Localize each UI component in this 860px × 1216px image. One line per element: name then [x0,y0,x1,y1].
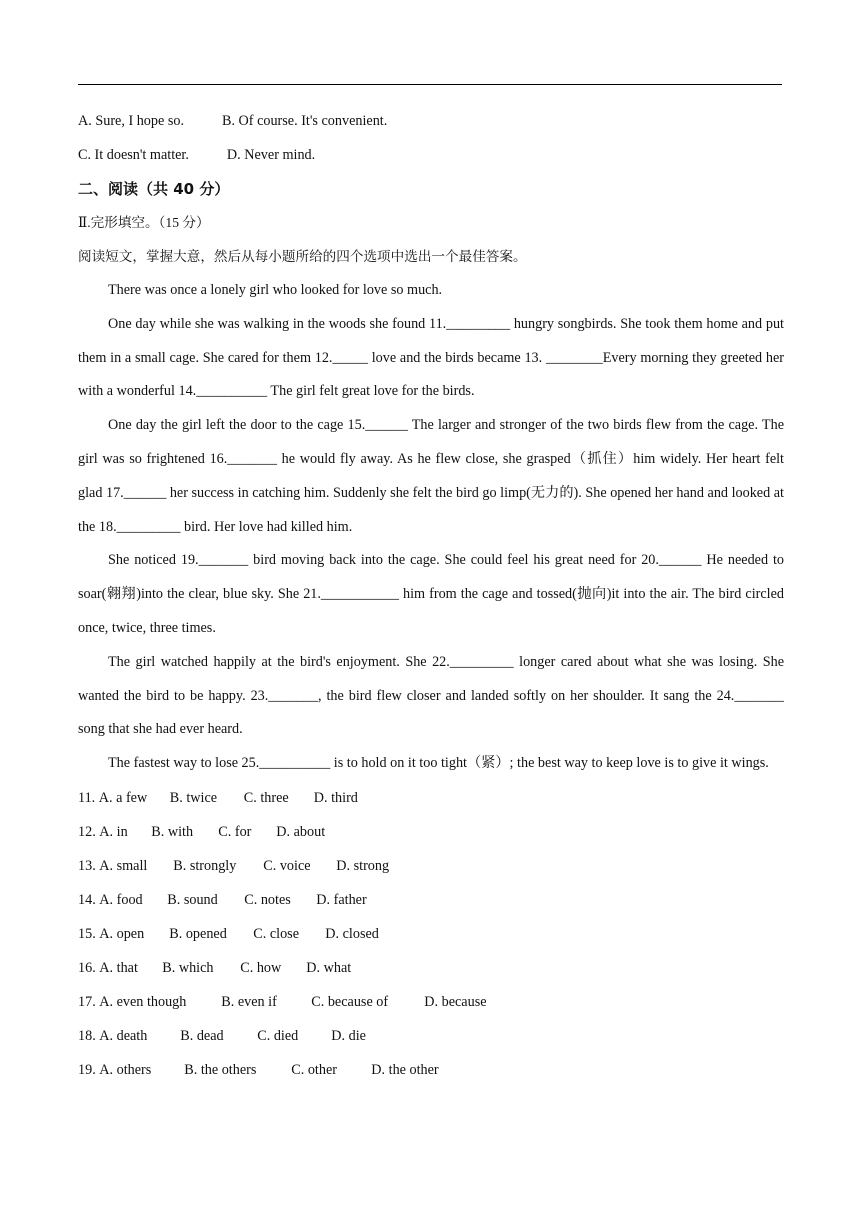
option-c: C. three [243,789,289,806]
question-number: 12. [78,823,96,840]
option-c: C. for [218,823,252,840]
passage-paragraph: The fastest way to lose 25.__________ is to hold on it too tight（紧）; the best way to keep love is to give it wings. [108,755,769,772]
question-number: 18. [78,1027,96,1044]
option-b: B. dead [180,1027,224,1044]
question-number: 11. [78,789,96,806]
question-number: 16. [78,959,96,976]
question-item [78,985,784,1019]
question-item [78,815,784,849]
option-b: B. even if [221,993,277,1010]
option-b: B. strongly [173,857,237,874]
option-b: B. twice [169,789,218,806]
option-d: D. third [313,789,358,806]
option-b: B. sound [167,891,218,908]
section-heading: 二、阅读（共 40 分） [78,180,230,198]
question-number: 13. [78,857,96,874]
question-item [78,917,784,951]
question-number: 17. [78,993,96,1010]
option-c: C. close [253,925,299,942]
top-options-row-1 [78,104,784,138]
option-d: D. what [306,959,352,976]
option-c: C. because of [311,993,389,1010]
subsection-title: Ⅱ.完形填空。（15 分） [78,215,210,230]
question-item [78,951,784,985]
option-d: D. closed [325,925,379,942]
option-d: D. the other [371,1061,439,1078]
question-list [78,781,784,1087]
option-b: B. opened [169,925,227,942]
option-c: C. voice [263,857,311,874]
question-item [78,781,784,815]
option-a: A. food [99,891,143,908]
question-number: 14. [78,891,96,908]
option-d: D. strong [336,857,390,874]
top-options-row-2 [78,138,784,172]
option-d: D. because [424,993,487,1010]
option-c: C. It doesn't matter. [78,147,189,163]
option-c: C. how [240,959,282,976]
option-d: D. father [316,891,367,908]
header-rule [78,84,782,85]
question-item [78,883,784,917]
option-b: B. which [162,959,214,976]
question-item [78,1019,784,1053]
option-a: A. a few [98,789,148,806]
option-d: D. about [276,823,326,840]
option-b: B. with [151,823,194,840]
option-a: A. death [99,1027,148,1044]
passage-paragraph: There was once a lonely girl who looked for love so much. [108,282,443,298]
option-c: C. died [257,1027,299,1044]
option-a: A. in [99,823,128,840]
option-d: D. die [331,1027,366,1044]
instruction-text: 阅读短文，掌握大意，然后从每小题所给的四个选项中选出一个最佳答案。 [78,249,527,264]
option-c: C. notes [244,891,291,908]
passage-paragraph: One day the girl left the door to the cage 15.______ The larger and stronger of the two birds flew from the cage. The girl was so frightened 16._______ he would fly away. As he flew close, she grasped（抓住）him widely. Her heart felt glad 17.______ her success in catching him. Suddenly she felt the bird go limp(无力的). She opened her hand and looked at the 18._________ bird. Her love had killed him. [78,417,784,535]
option-a: A. small [99,857,148,874]
passage-paragraph: One day while she was walking in the woods she found 11._________ hungry songbirds. She took them home and put them in a small cage. She cared for them 12._____ love and the birds became 13. ________Every morning they greeted her with a wonderful 14.__________ The girl felt great love for the birds. [78,315,784,400]
question-item [78,849,784,883]
passage-paragraph: She noticed 19._______ bird moving back into the cage. She could feel his great need for 20.______ He needed to soar(翱翔)into the clear, blue sky. She 21.___________ him from the cage and tossed(抛向)it into the air. The bird circled once, twice, three times. [78,552,784,636]
passage-paragraph: The girl watched happily at the bird's enjoyment. She 22._________ longer cared about what she was losing. She wanted the bird to be happy. 23._______, the bird flew closer and landed softly on her shoulder. It sang the 24._______ song that she had ever heard. [78,653,784,738]
option-a: A. others [99,1061,152,1078]
question-item [78,1053,784,1087]
option-c: C. other [291,1061,337,1078]
option-a: A. open [99,925,145,942]
option-b: B. Of course. It's convenient. [222,113,388,129]
option-a: A. Sure, I hope so. [78,113,184,129]
question-number: 19. [78,1061,96,1078]
option-b: B. the others [184,1061,257,1078]
option-a: A. even though [99,993,187,1010]
option-a: A. that [99,959,138,976]
question-number: 15. [78,925,96,942]
option-d: D. Never mind. [226,147,316,163]
document-body [78,104,784,1087]
